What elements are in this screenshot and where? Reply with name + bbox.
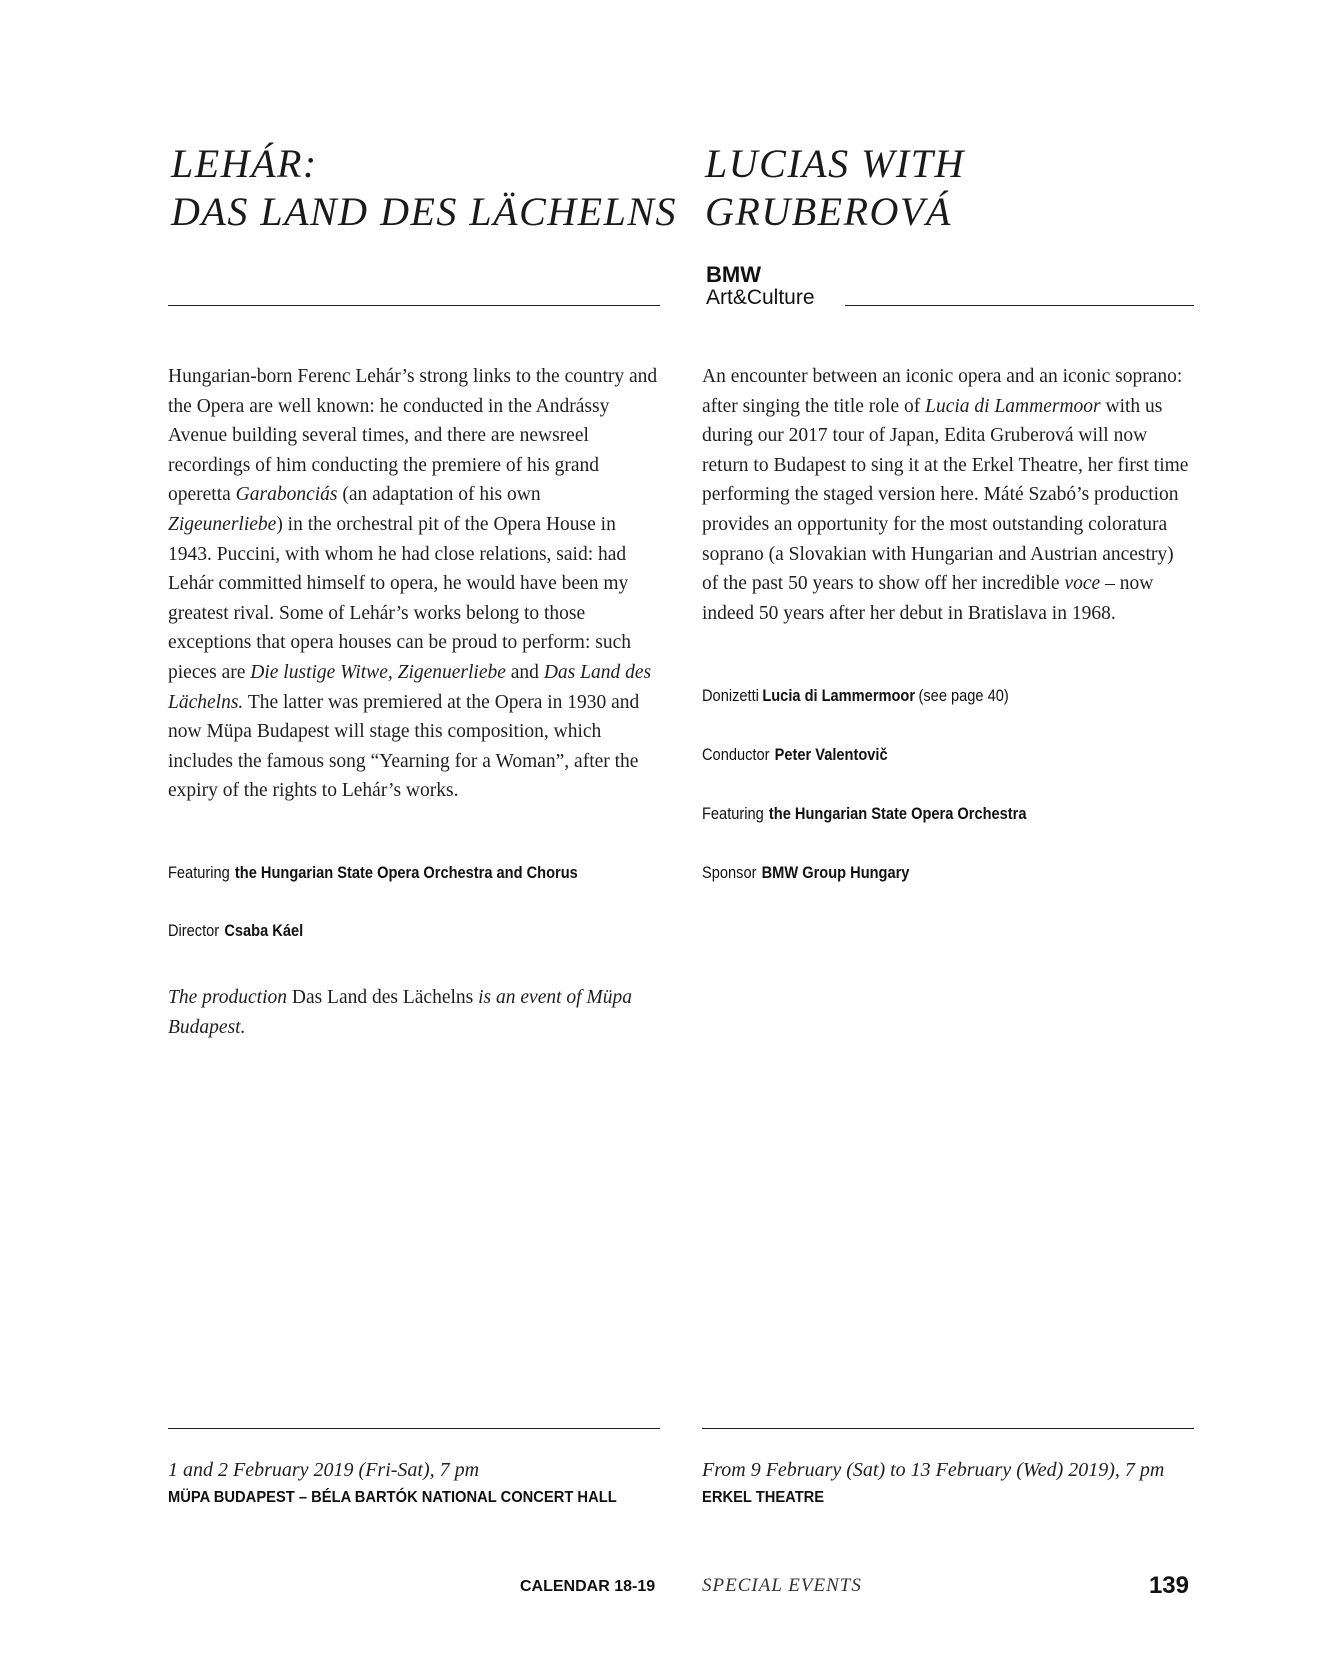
page-reference: (see page 40): [918, 686, 1009, 705]
conductor-credit: [702, 744, 888, 766]
note-text: The production: [168, 987, 287, 1008]
work-title: Zigeunerliebe: [168, 513, 277, 535]
title-divider: [845, 305, 1194, 306]
description-text: (an adaptation of his own: [342, 484, 541, 506]
note-work-title: Das Land des Lächelns: [291, 987, 474, 1008]
conductor-value: Peter Valentovič: [774, 745, 888, 764]
featuring-label: Featuring: [168, 863, 230, 882]
event-date: From 9 February (Sat) to 13 February (Wed) 2019), 7 pm: [702, 1459, 1165, 1481]
featuring-credit: [168, 862, 578, 884]
event-title: [705, 140, 965, 236]
event-title-line-1: LUCIAS WITH: [705, 141, 965, 186]
event-title-line-2: GRUBEROVÁ: [705, 189, 952, 234]
composer-label: Donizetti: [702, 686, 759, 705]
event-date: 1 and 2 February 2019 (Fri-Sat), 7 pm: [168, 1459, 480, 1481]
event-description: [168, 362, 660, 806]
description-text: – now indeed 50 years after her debut in Bratislava in 1968.: [702, 573, 1154, 624]
sponsor-credit: [702, 862, 909, 884]
conductor-label: Conductor: [702, 745, 770, 764]
description-text: ) in the orchestral pit of the Opera House in 1943. Puccini, with whom he had close relations, said: had Lehár committed himself to opera, he would have been my greatest rival. Some of Lehár’s works belong to those exceptions that opera houses can be proud to perform: such pieces are: [168, 513, 631, 683]
footer-section-label: SPECIAL EVENTS: [702, 1575, 862, 1596]
date-divider: [702, 1428, 1194, 1429]
description-text: with us during our 2017 tour of Japan, Edita Gruberová will now return to Budapest to sing it at the Erkel Theatre, her first time performing the staged version here. Máté Szabó’s production provides an opportunity for the most outstanding coloratura soprano (a Slovakian with Hungarian and Austrian ancestry) of the past 50 years to show off her incredible: [702, 395, 1189, 595]
featuring-value: the Hungarian State Opera Orchestra and Chorus: [234, 863, 578, 882]
note-text: is an event of Müpa Budapest.: [168, 987, 632, 1038]
director-label: Director: [168, 921, 220, 940]
logo-brand: BMW: [706, 262, 761, 287]
date-divider: [168, 1428, 660, 1429]
description-text: Hungarian-born Ferenc Lehár’s strong links to the country and the Opera are well known: he conducted in the Andrássy Avenue building several times, and there are newsreel recordings of him conducting the premiere of his grand operetta: [168, 366, 658, 506]
event-title: [171, 140, 677, 236]
italic-word: voce: [1064, 573, 1101, 595]
sponsor-value: BMW Group Hungary: [761, 863, 910, 882]
production-note: [168, 983, 660, 1042]
work-title: Garabonciás: [235, 484, 338, 506]
sponsor-label: Sponsor: [702, 863, 757, 882]
event-venue: ERKEL THEATRE: [702, 1489, 825, 1506]
description-text: and: [510, 661, 539, 683]
work-title: Das Land des Lächelns.: [168, 661, 652, 713]
featuring-value: the Hungarian State Opera Orchestra: [768, 804, 1027, 823]
bmw-art-culture-logo: [706, 264, 815, 310]
footer-calendar-label: CALENDAR 18-19: [520, 1578, 656, 1595]
description-text: An encounter between an iconic opera and an iconic soprano: after singing the title role of: [702, 366, 1183, 417]
featuring-label: Featuring: [702, 804, 764, 823]
title-divider: [168, 305, 660, 306]
description-text: The latter was premiered at the Opera in 1930 and now Müpa Budapest will stage this composition, which includes the famous song “Yearning for a Woman”, after the expiry of the rights to Lehár’s works.: [168, 691, 640, 802]
page-number: 139: [1148, 1572, 1189, 1599]
event-lucia: [702, 0, 1194, 1680]
event-description: [702, 362, 1194, 628]
director-credit: [168, 920, 303, 942]
work-title: Lucia di Lammermoor: [762, 686, 916, 705]
work-credit: [702, 685, 1009, 707]
event-venue: MÜPA BUDAPEST – BÉLA BARTÓK NATIONAL CONCERT HALL: [168, 1489, 617, 1506]
event-title-line-2: DAS LAND DES LÄCHELNS: [171, 189, 677, 234]
work-title: Die lustige Witwe, Zigenuerliebe: [250, 661, 506, 683]
work-title: Lucia di Lammermoor: [925, 395, 1101, 417]
logo-tagline: Art&Culture: [706, 286, 815, 309]
event-lehar: [168, 0, 677, 1680]
featuring-credit: [702, 803, 1026, 825]
event-title-line-1: LEHÁR:: [171, 141, 318, 186]
director-value: Csaba Káel: [224, 921, 304, 940]
